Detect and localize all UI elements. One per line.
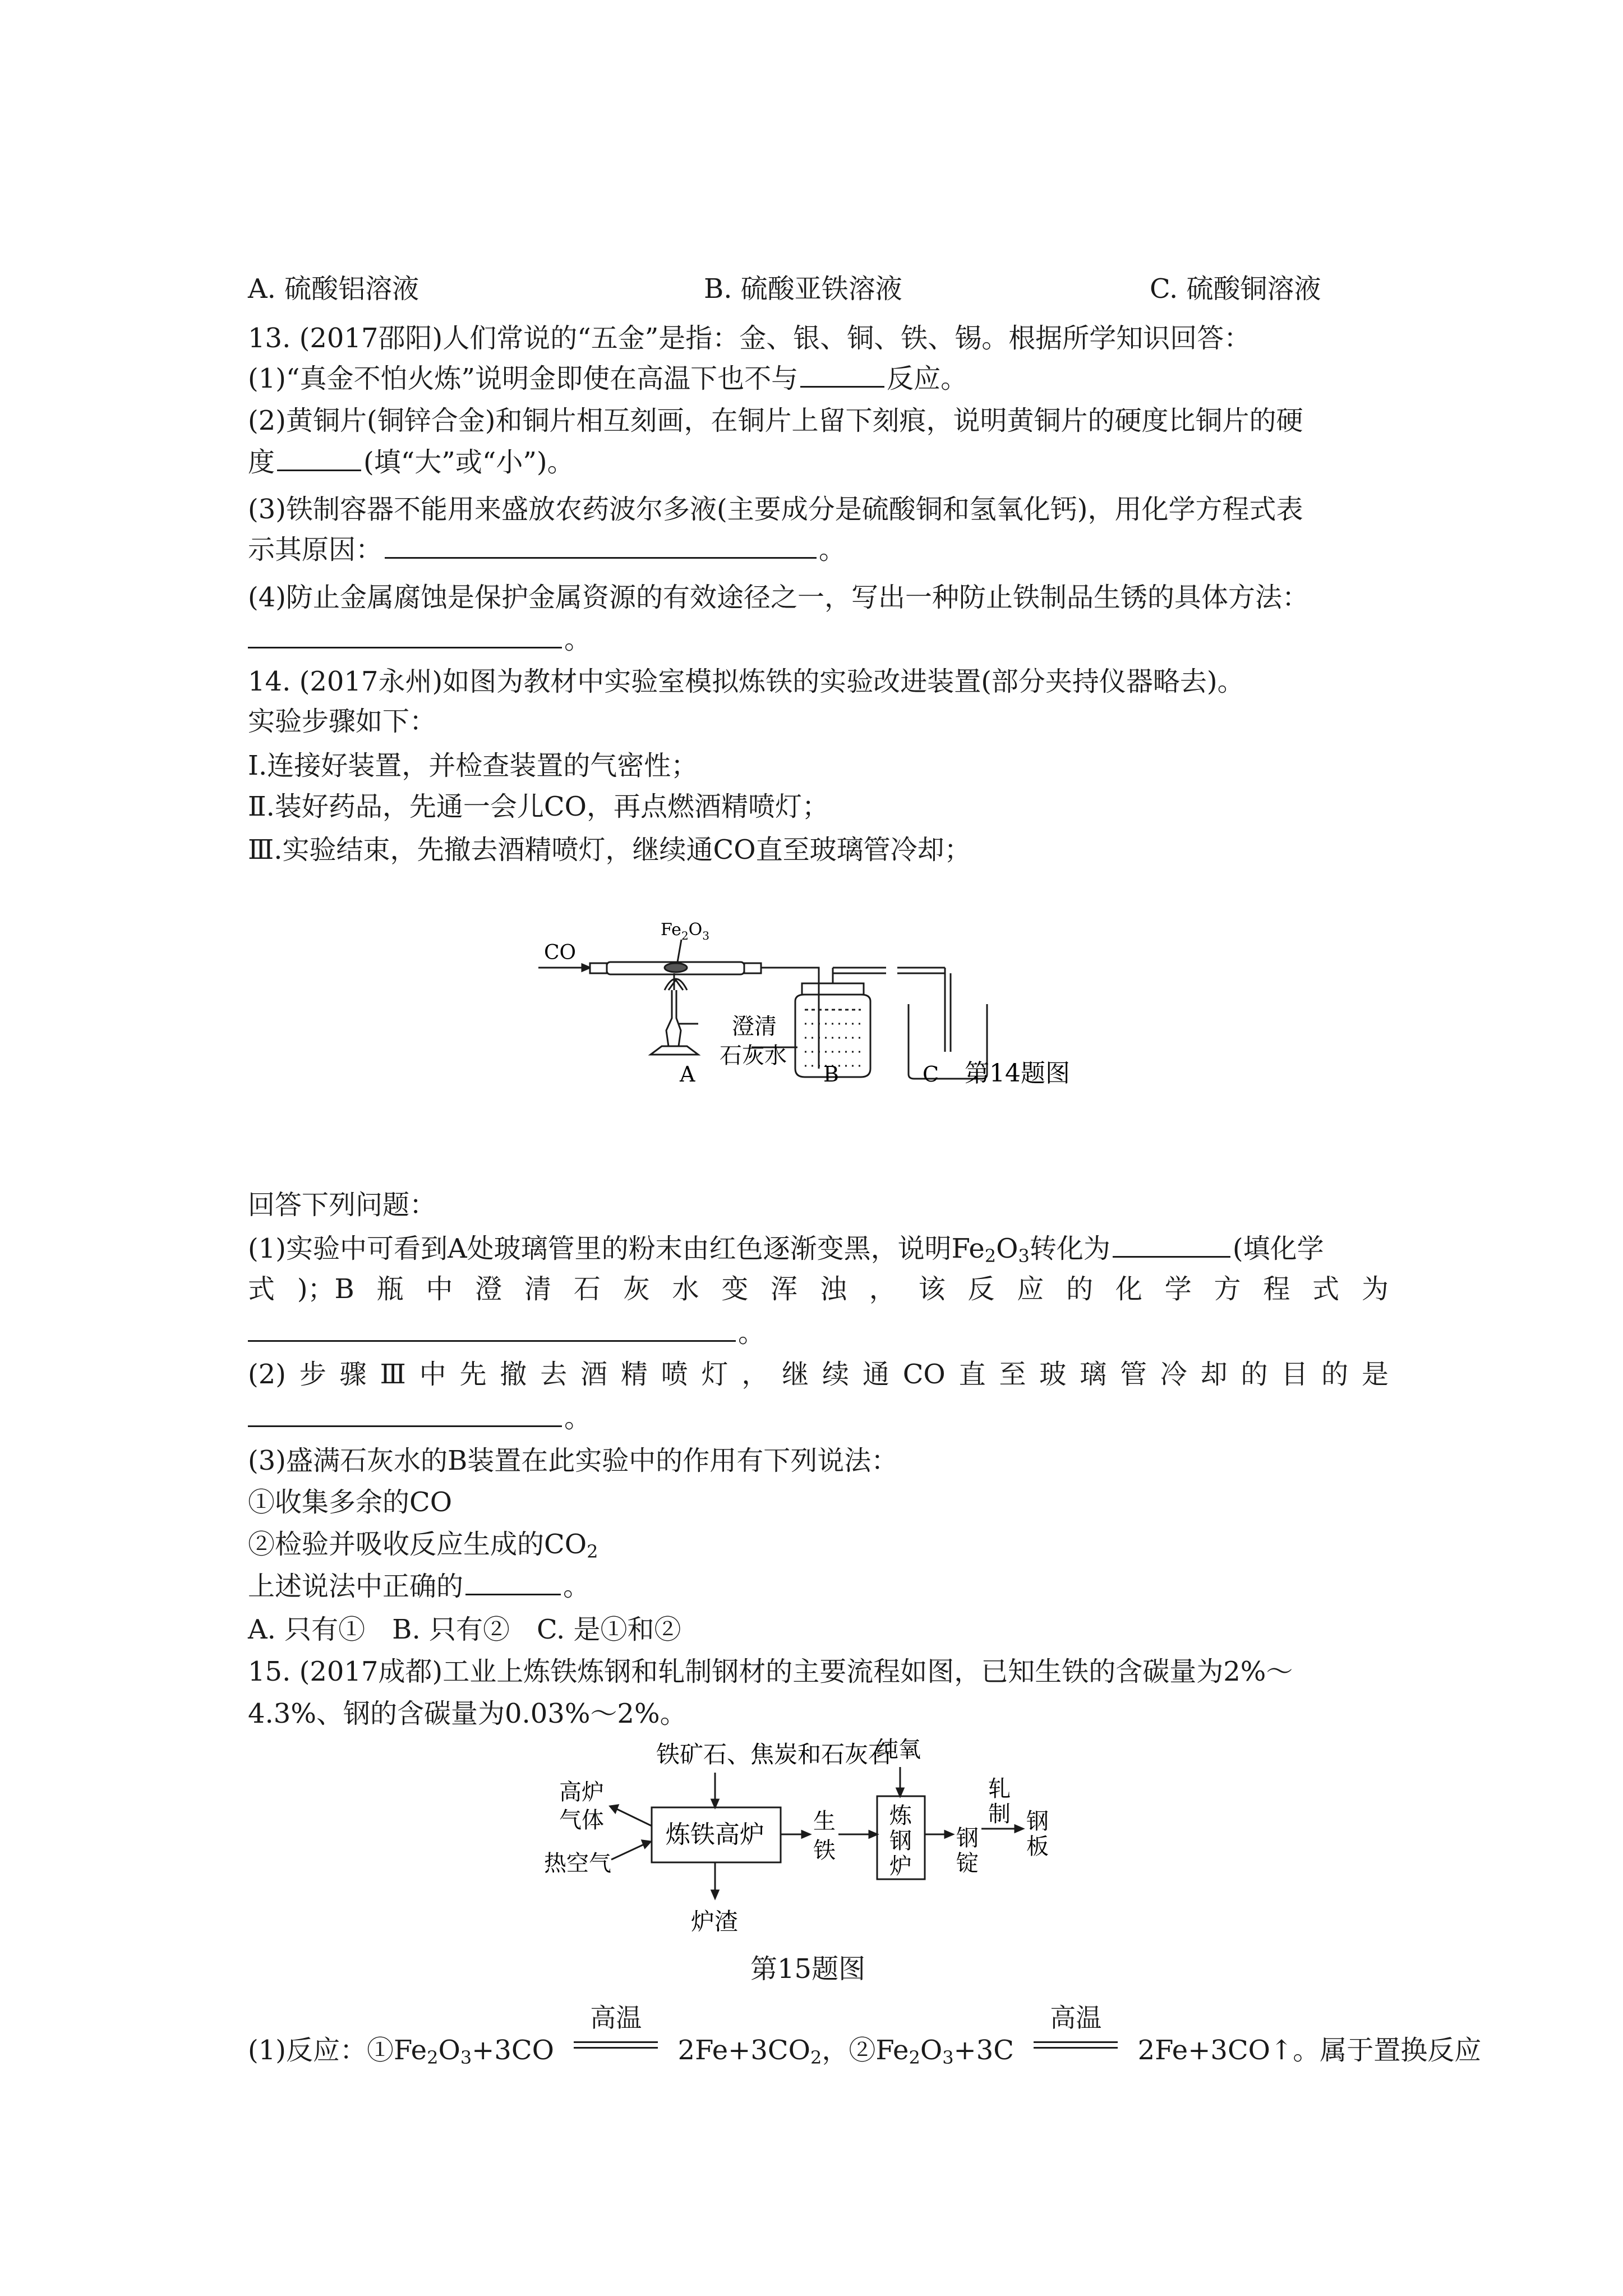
q14-a1-line3: 。	[248, 1315, 765, 1350]
q14-step1: Ⅰ.连接好装置，并检查装置的气密性；	[248, 750, 698, 781]
steel-furnace-label-3: 炉	[889, 1853, 912, 1879]
q13-part4-line2: 。	[248, 622, 591, 656]
limewater-label-2: 石灰水	[720, 1043, 787, 1069]
answer-blank[interactable]	[385, 532, 817, 559]
ingot-label-2: 锭	[956, 1851, 979, 1876]
answer-blank[interactable]	[277, 445, 361, 471]
q15-stem-line1: 15. (2017成都)工业上炼铁炼钢和轧制钢材的主要流程如图，已知生铁的含碳量为2%～	[248, 1656, 1293, 1687]
q15-reaction-line: (1)反应：$①Fe_2O_3+3CO$ 高温 $2Fe+3CO_2$，$②Fe_2O_3+3C$ 高温 2Fe+3CO↑。属于置换反应	[248, 2033, 1481, 2074]
q14-steps-title: 实验步骤如下：	[248, 706, 437, 737]
condition-high-temp-1: 高温	[590, 2003, 642, 2033]
raw-materials-label: 铁矿石、焦炭和石灰石	[656, 1741, 892, 1768]
q14-a3-line4: 上述说法中正确的 。	[248, 1569, 590, 1603]
rolling-label-1: 轧	[988, 1776, 1011, 1802]
label-b: B	[823, 1062, 839, 1085]
hot-air-label: 热空气	[544, 1851, 611, 1876]
answer-blank[interactable]	[248, 622, 562, 648]
steel-furnace-label-2: 钢	[889, 1828, 912, 1854]
furnace-gas-label-2: 气体	[559, 1807, 604, 1833]
fe2o3-label: $Fe_2O_3$	[661, 920, 710, 942]
answer-blank[interactable]	[248, 1401, 562, 1427]
option-a: A. 硫酸铝溶液	[248, 273, 419, 305]
q14-a3-opt2: ②检验并吸收反应生成的$CO_2$	[248, 1529, 598, 1562]
label-c: C	[923, 1062, 939, 1085]
answer-blank[interactable]	[248, 1315, 736, 1342]
q15-stem-line2: 4.3%、钢的含碳量为0.03%～2%。	[248, 1698, 687, 1729]
q14-step3: Ⅲ.实验结束，先撤去酒精喷灯，继续通CO直至玻璃管冷却；	[248, 834, 971, 866]
q14-a2-line1: (2)步骤Ⅲ中先撤去酒精喷灯，继续通CO直至玻璃管冷却的目的是	[248, 1359, 1389, 1390]
option-b: B. 硫酸亚铁溶液	[704, 273, 902, 305]
q14-a3-opt1: ①收集多余的CO	[248, 1487, 453, 1518]
q14-answer-title: 回答下列问题：	[248, 1189, 437, 1221]
q14-stem: 14. (2017永州)如图为教材中实验室模拟炼铁的实验改进装置(部分夹持仪器略去)。	[248, 666, 1244, 697]
q14-a1-line2: 式)；B瓶中澄清石灰水变浑浊，该反应的化学方程式为	[248, 1273, 1389, 1305]
label-a: A	[680, 1062, 695, 1085]
limewater-label-1: 澄清	[732, 1014, 777, 1039]
q15-figure-caption: 第15题图	[750, 1953, 866, 1985]
q14-a2-line2: 。	[248, 1401, 591, 1435]
steel-plate-label-2: 板	[1026, 1834, 1049, 1860]
q14-step2: Ⅱ.装好药品，先通一会儿CO，再点燃酒精喷灯；	[248, 791, 829, 822]
q13-part3-line1: (3)铁制容器不能用来盛放农药波尔多液(主要成分是硫酸铜和氢氧化钙)，用化学方程式表	[248, 494, 1303, 525]
q14-figure-caption: 第14题图	[965, 1059, 1070, 1085]
co-label: CO	[544, 941, 577, 964]
answer-blank[interactable]	[465, 1569, 561, 1595]
pig-iron-label-2: 铁	[813, 1838, 836, 1864]
slag-label: 炉渣	[691, 1908, 739, 1935]
steel-plate-label-1: 钢	[1026, 1809, 1049, 1834]
ingot-label-1: 钢	[956, 1825, 979, 1851]
pig-iron-label-1: 生	[813, 1809, 836, 1834]
rolling-label-2: 制	[988, 1801, 1011, 1827]
q15-flow-diagram	[533, 1733, 1150, 1941]
q14-apparatus-figure	[527, 884, 1144, 1085]
answer-blank[interactable]	[800, 361, 884, 388]
alcohol-burner	[666, 990, 681, 1046]
steel-furnace-label-1: 炼	[889, 1803, 912, 1829]
q13-part2-line1: (2)黄铜片(铜锌合金)和铜片相互刻画，在铜片上留下刻痕，说明黄铜片的硬度比铜片的硬	[248, 405, 1303, 436]
option-c: C. 硫酸铜溶液	[1150, 273, 1321, 305]
condition-high-temp-2: 高温	[1050, 2003, 1102, 2033]
q14-a1-line1: (1)实验中可看到A处玻璃管里的粉末由红色逐渐变黑，说明$Fe_2O_3$转化为 (填化学	[248, 1231, 1324, 1273]
oxygen-label: 纯氧	[876, 1737, 921, 1763]
furnace-gas-label-1: 高炉	[559, 1779, 604, 1805]
q13-part3-line2: 示其原因： 。	[248, 532, 846, 567]
fe2o3-powder	[665, 963, 687, 972]
q14-a3-choices: A. 只有① B. 只有② C. 是①和②	[248, 1614, 681, 1645]
q14-a3-line1: (3)盛满石灰水的B装置在此实验中的作用有下列说法：	[248, 1445, 898, 1476]
q13-part1: (1)“真金不怕火炼”说明金即使在高温下也不与 反应。	[248, 361, 967, 395]
blast-furnace-label: 炼铁高炉	[666, 1820, 764, 1849]
q13-stem: 13. (2017邵阳)人们常说的“五金”是指：金、银、铜、铁、锡。根据所学知识回答：	[248, 323, 1251, 354]
q13-part4-line1: (4)防止金属腐蚀是保护金属资源的有效途径之一，写出一种防止铁制品生锈的具体方法：	[248, 582, 1309, 613]
q13-part2-line2: 度 (填“大”或“小”)。	[248, 445, 574, 479]
answer-blank[interactable]	[1113, 1231, 1230, 1258]
